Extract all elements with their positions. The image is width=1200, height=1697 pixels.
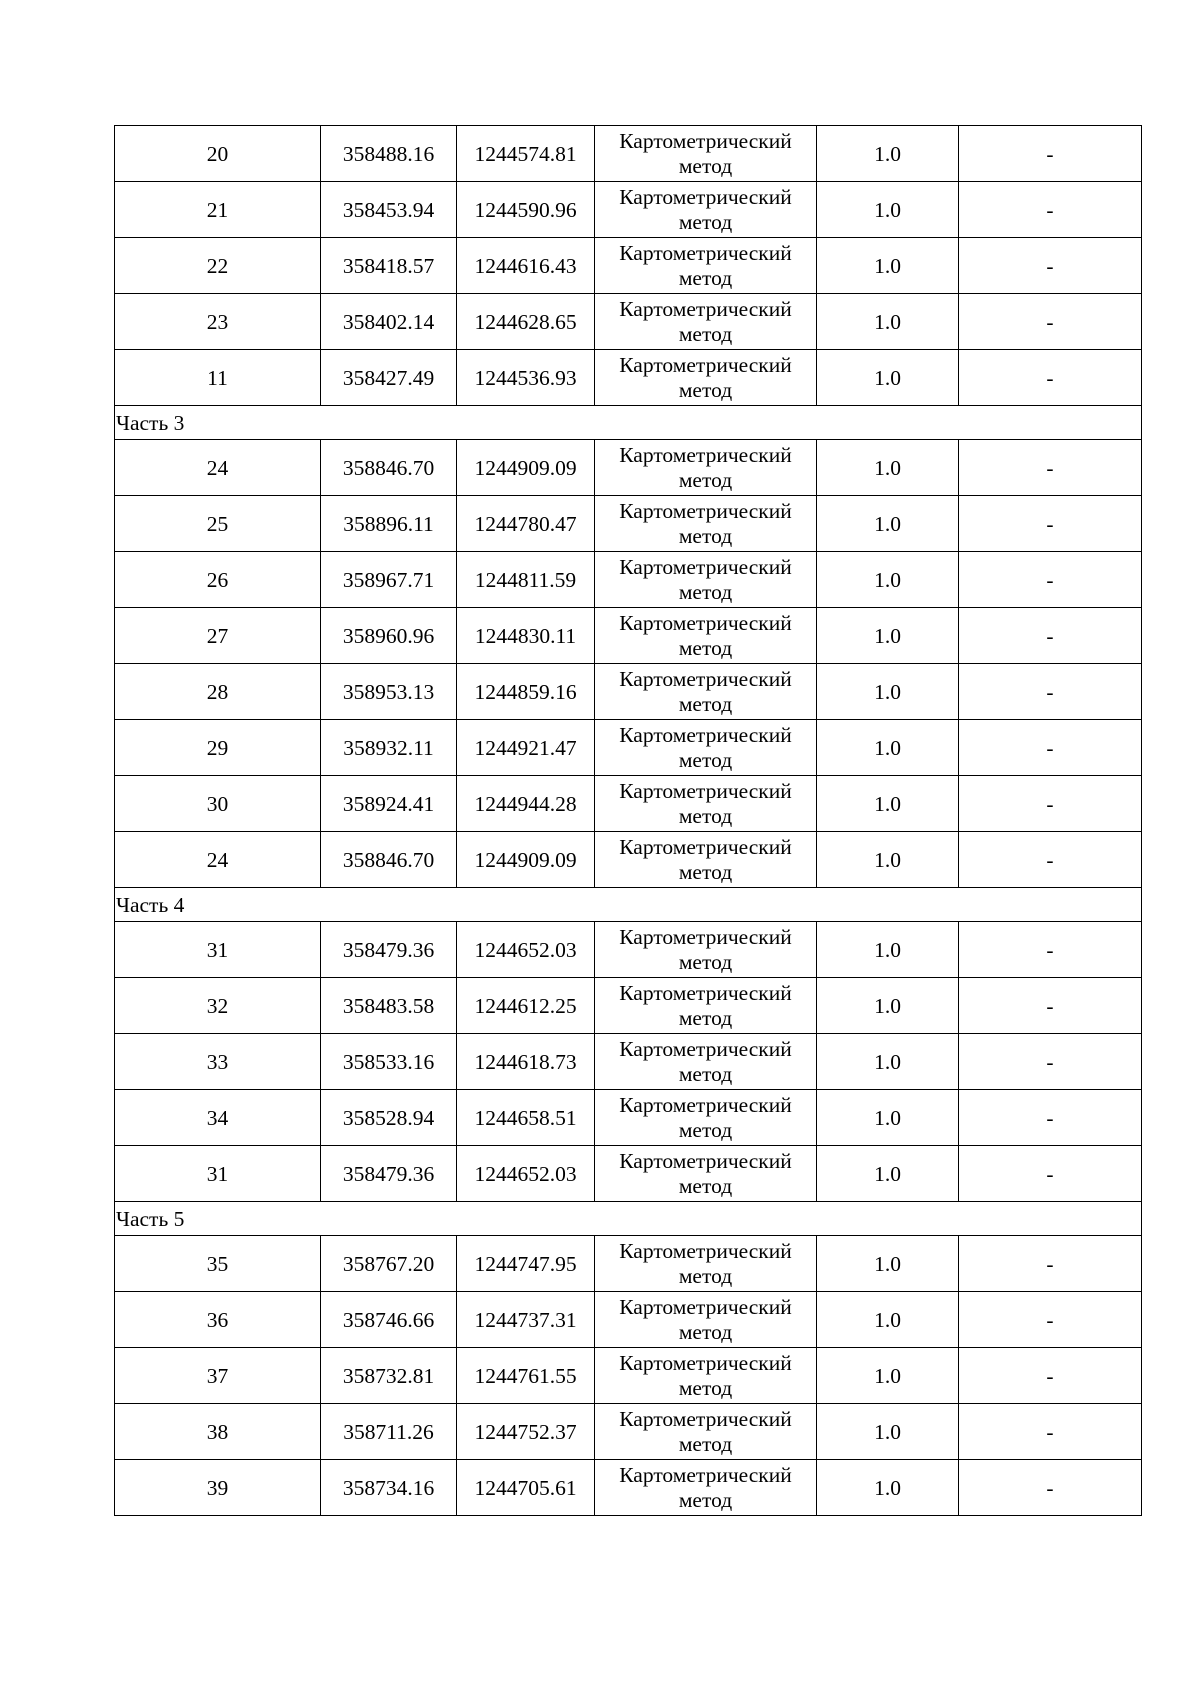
note-cell: -: [959, 608, 1142, 664]
note-cell: -: [959, 1348, 1142, 1404]
note-cell: -: [959, 496, 1142, 552]
x-coordinate-cell: 358427.49: [321, 350, 457, 406]
accuracy-cell: 1.0: [817, 126, 959, 182]
table-row: [115, 1034, 1142, 1090]
point-number-cell: 38: [115, 1404, 321, 1460]
note-cell: -: [959, 552, 1142, 608]
note-cell: -: [959, 1034, 1142, 1090]
x-coordinate-cell: 358960.96: [321, 608, 457, 664]
point-number-cell: 11: [115, 350, 321, 406]
y-coordinate-cell: 1244909.09: [457, 440, 595, 496]
x-coordinate-cell: 358924.41: [321, 776, 457, 832]
point-number-cell: 34: [115, 1090, 321, 1146]
x-coordinate-cell: 358846.70: [321, 832, 457, 888]
point-number-cell: 30: [115, 776, 321, 832]
method-cell: Картометрический метод: [595, 1034, 817, 1090]
table-row: [115, 1292, 1142, 1348]
method-cell: Картометрический метод: [595, 1292, 817, 1348]
method-cell: Картометрический метод: [595, 238, 817, 294]
note-cell: -: [959, 350, 1142, 406]
method-cell: Картометрический метод: [595, 1404, 817, 1460]
table-row: [115, 1348, 1142, 1404]
x-coordinate-cell: 358746.66: [321, 1292, 457, 1348]
x-coordinate-cell: 358453.94: [321, 182, 457, 238]
point-number-cell: 32: [115, 978, 321, 1034]
y-coordinate-cell: 1244752.37: [457, 1404, 595, 1460]
point-number-cell: 29: [115, 720, 321, 776]
y-coordinate-cell: 1244830.11: [457, 608, 595, 664]
method-cell: Картометрический метод: [595, 182, 817, 238]
x-coordinate-cell: 358418.57: [321, 238, 457, 294]
note-cell: -: [959, 1460, 1142, 1516]
point-number-cell: 35: [115, 1236, 321, 1292]
point-number-cell: 37: [115, 1348, 321, 1404]
section-heading-row: [115, 406, 1142, 440]
accuracy-cell: 1.0: [817, 922, 959, 978]
table-row: [115, 496, 1142, 552]
method-cell: Картометрический метод: [595, 350, 817, 406]
table-row: [115, 720, 1142, 776]
accuracy-cell: 1.0: [817, 1292, 959, 1348]
table-row: [115, 832, 1142, 888]
y-coordinate-cell: 1244616.43: [457, 238, 595, 294]
y-coordinate-cell: 1244737.31: [457, 1292, 595, 1348]
table-row: [115, 608, 1142, 664]
section-heading: Часть 3: [115, 406, 1142, 440]
point-number-cell: 21: [115, 182, 321, 238]
note-cell: -: [959, 1146, 1142, 1202]
x-coordinate-cell: 358528.94: [321, 1090, 457, 1146]
note-cell: -: [959, 922, 1142, 978]
method-cell: Картометрический метод: [595, 294, 817, 350]
point-number-cell: 31: [115, 922, 321, 978]
note-cell: -: [959, 126, 1142, 182]
y-coordinate-cell: 1244658.51: [457, 1090, 595, 1146]
point-number-cell: 24: [115, 832, 321, 888]
y-coordinate-cell: 1244652.03: [457, 1146, 595, 1202]
method-cell: Картометрический метод: [595, 608, 817, 664]
method-cell: Картометрический метод: [595, 126, 817, 182]
point-number-cell: 27: [115, 608, 321, 664]
method-cell: Картометрический метод: [595, 1236, 817, 1292]
x-coordinate-cell: 358967.71: [321, 552, 457, 608]
table-row: [115, 978, 1142, 1034]
accuracy-cell: 1.0: [817, 1146, 959, 1202]
x-coordinate-cell: 358767.20: [321, 1236, 457, 1292]
note-cell: -: [959, 440, 1142, 496]
y-coordinate-cell: 1244652.03: [457, 922, 595, 978]
accuracy-cell: 1.0: [817, 608, 959, 664]
accuracy-cell: 1.0: [817, 720, 959, 776]
method-cell: Картометрический метод: [595, 496, 817, 552]
table-row: [115, 1404, 1142, 1460]
y-coordinate-cell: 1244590.96: [457, 182, 595, 238]
accuracy-cell: 1.0: [817, 1090, 959, 1146]
x-coordinate-cell: 358488.16: [321, 126, 457, 182]
y-coordinate-cell: 1244747.95: [457, 1236, 595, 1292]
point-number-cell: 28: [115, 664, 321, 720]
note-cell: -: [959, 1090, 1142, 1146]
table-row: [115, 182, 1142, 238]
accuracy-cell: 1.0: [817, 1034, 959, 1090]
y-coordinate-cell: 1244705.61: [457, 1460, 595, 1516]
accuracy-cell: 1.0: [817, 350, 959, 406]
y-coordinate-cell: 1244618.73: [457, 1034, 595, 1090]
table-row: [115, 552, 1142, 608]
accuracy-cell: 1.0: [817, 978, 959, 1034]
section-heading-row: [115, 888, 1142, 922]
accuracy-cell: 1.0: [817, 1348, 959, 1404]
x-coordinate-cell: 358932.11: [321, 720, 457, 776]
method-cell: Картометрический метод: [595, 1146, 817, 1202]
x-coordinate-cell: 358483.58: [321, 978, 457, 1034]
y-coordinate-cell: 1244811.59: [457, 552, 595, 608]
y-coordinate-cell: 1244628.65: [457, 294, 595, 350]
point-number-cell: 36: [115, 1292, 321, 1348]
point-number-cell: 20: [115, 126, 321, 182]
y-coordinate-cell: 1244536.93: [457, 350, 595, 406]
table-row: [115, 238, 1142, 294]
method-cell: Картометрический метод: [595, 1090, 817, 1146]
table-row: [115, 1460, 1142, 1516]
y-coordinate-cell: 1244921.47: [457, 720, 595, 776]
accuracy-cell: 1.0: [817, 182, 959, 238]
point-number-cell: 22: [115, 238, 321, 294]
note-cell: -: [959, 720, 1142, 776]
method-cell: Картометрический метод: [595, 664, 817, 720]
table-row: [115, 922, 1142, 978]
table-row: [115, 1146, 1142, 1202]
accuracy-cell: 1.0: [817, 832, 959, 888]
x-coordinate-cell: 358479.36: [321, 1146, 457, 1202]
accuracy-cell: 1.0: [817, 1236, 959, 1292]
note-cell: -: [959, 776, 1142, 832]
point-number-cell: 26: [115, 552, 321, 608]
y-coordinate-cell: 1244944.28: [457, 776, 595, 832]
accuracy-cell: 1.0: [817, 1460, 959, 1516]
x-coordinate-cell: 358953.13: [321, 664, 457, 720]
y-coordinate-cell: 1244859.16: [457, 664, 595, 720]
method-cell: Картометрический метод: [595, 1460, 817, 1516]
x-coordinate-cell: 358846.70: [321, 440, 457, 496]
note-cell: -: [959, 832, 1142, 888]
table-row: [115, 294, 1142, 350]
method-cell: Картометрический метод: [595, 978, 817, 1034]
accuracy-cell: 1.0: [817, 1404, 959, 1460]
section-heading: Часть 4: [115, 888, 1142, 922]
method-cell: Картометрический метод: [595, 832, 817, 888]
x-coordinate-cell: 358734.16: [321, 1460, 457, 1516]
point-number-cell: 23: [115, 294, 321, 350]
table-row: [115, 440, 1142, 496]
x-coordinate-cell: 358896.11: [321, 496, 457, 552]
table-row: [115, 664, 1142, 720]
section-heading-row: [115, 1202, 1142, 1236]
note-cell: -: [959, 978, 1142, 1034]
x-coordinate-cell: 358479.36: [321, 922, 457, 978]
x-coordinate-cell: 358711.26: [321, 1404, 457, 1460]
method-cell: Картометрический метод: [595, 552, 817, 608]
note-cell: -: [959, 1236, 1142, 1292]
method-cell: Картометрический метод: [595, 776, 817, 832]
method-cell: Картометрический метод: [595, 720, 817, 776]
note-cell: -: [959, 182, 1142, 238]
x-coordinate-cell: 358533.16: [321, 1034, 457, 1090]
note-cell: -: [959, 1404, 1142, 1460]
point-number-cell: 25: [115, 496, 321, 552]
y-coordinate-cell: 1244909.09: [457, 832, 595, 888]
coordinates-table: [114, 125, 1142, 1516]
y-coordinate-cell: 1244780.47: [457, 496, 595, 552]
accuracy-cell: 1.0: [817, 294, 959, 350]
accuracy-cell: 1.0: [817, 440, 959, 496]
method-cell: Картометрический метод: [595, 1348, 817, 1404]
accuracy-cell: 1.0: [817, 552, 959, 608]
note-cell: -: [959, 664, 1142, 720]
y-coordinate-cell: 1244761.55: [457, 1348, 595, 1404]
x-coordinate-cell: 358732.81: [321, 1348, 457, 1404]
note-cell: -: [959, 238, 1142, 294]
x-coordinate-cell: 358402.14: [321, 294, 457, 350]
section-heading: Часть 5: [115, 1202, 1142, 1236]
table-row: [115, 126, 1142, 182]
y-coordinate-cell: 1244612.25: [457, 978, 595, 1034]
note-cell: -: [959, 294, 1142, 350]
point-number-cell: 33: [115, 1034, 321, 1090]
point-number-cell: 31: [115, 1146, 321, 1202]
table-row: [115, 1236, 1142, 1292]
table-row: [115, 776, 1142, 832]
point-number-cell: 24: [115, 440, 321, 496]
accuracy-cell: 1.0: [817, 664, 959, 720]
point-number-cell: 39: [115, 1460, 321, 1516]
accuracy-cell: 1.0: [817, 776, 959, 832]
note-cell: -: [959, 1292, 1142, 1348]
method-cell: Картометрический метод: [595, 922, 817, 978]
method-cell: Картометрический метод: [595, 440, 817, 496]
accuracy-cell: 1.0: [817, 238, 959, 294]
y-coordinate-cell: 1244574.81: [457, 126, 595, 182]
table-row: [115, 1090, 1142, 1146]
table-row: [115, 350, 1142, 406]
accuracy-cell: 1.0: [817, 496, 959, 552]
